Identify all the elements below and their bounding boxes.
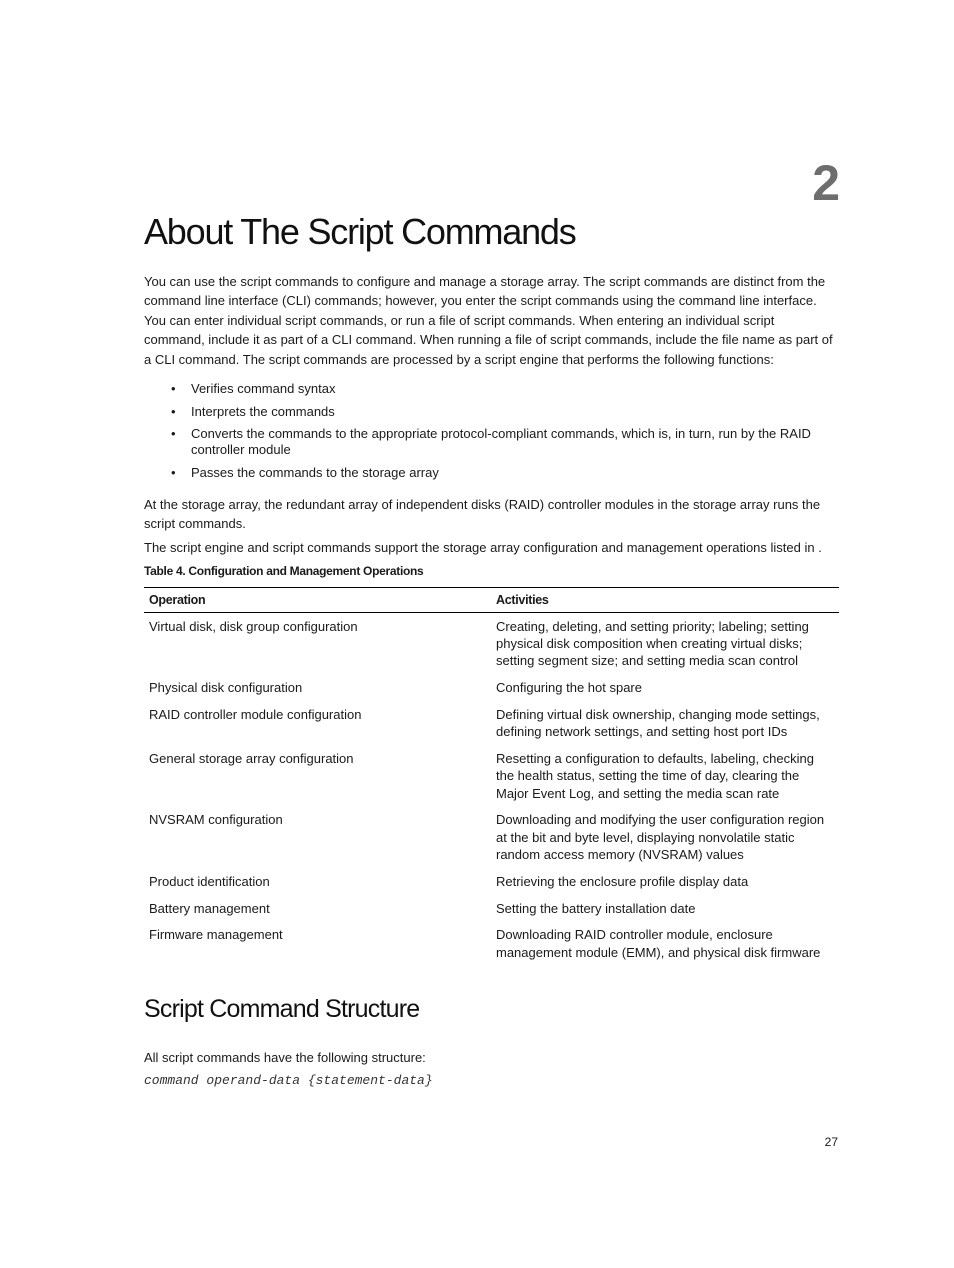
activities-cell: Retrieving the enclosure profile display data	[496, 873, 749, 889]
table-row	[144, 921, 839, 965]
list-item: • Interprets the commands	[191, 404, 838, 420]
table-row	[144, 868, 839, 895]
engine-paragraph: The script engine and script commands support the storage array configuration and management operations listed in .	[144, 540, 822, 556]
table-row	[144, 806, 839, 867]
table-row	[144, 701, 839, 745]
operation-cell: Physical disk configuration	[149, 680, 303, 696]
activities-cell: Defining virtual disk ownership, changing mode settings, defining network settings, and setting host port IDs	[496, 706, 820, 740]
table-row	[144, 745, 839, 806]
activities-cell: Setting the battery installation date	[496, 900, 696, 916]
table-row	[144, 612, 839, 674]
list-item: • Passes the commands to the storage array	[191, 465, 838, 481]
section-title: Script Command Structure	[144, 994, 420, 1023]
page-number: 27	[824, 1135, 838, 1149]
chapter-number: 2	[812, 155, 840, 211]
operation-cell: Virtual disk, disk group configuration	[149, 618, 358, 634]
operation-cell: Battery management	[149, 900, 270, 916]
column-header-operation: Operation	[144, 587, 491, 612]
activities-cell: Downloading and modifying the user configuration region at the bit and byte level, displaying nonvolatile static random access memory (NVSRAM) values	[496, 812, 825, 863]
table-header-row	[144, 587, 839, 612]
operations-table	[144, 587, 839, 966]
operation-cell: NVSRAM configuration	[149, 812, 283, 828]
table-caption: Table 4. Configuration and Management Operations	[144, 563, 424, 578]
operation-cell: RAID controller module configuration	[149, 706, 362, 722]
main-content	[144, 272, 838, 1090]
command-syntax: command operand-data {statement-data}	[144, 1072, 433, 1088]
function-list	[144, 381, 838, 481]
activities-cell: Downloading RAID controller module, enclosure management module (EMM), and physical disk firmware	[496, 927, 821, 960]
list-item: • Verifies command syntax	[191, 381, 838, 397]
list-item: • Converts the commands to the appropriate protocol-compliant commands, which is, in turn, run by the RAID controller module	[191, 426, 838, 458]
column-header-activities: Activities	[491, 587, 839, 612]
operation-cell: Product identification	[149, 873, 270, 889]
page-title: About The Script Commands	[144, 211, 576, 252]
operation-cell: Firmware management	[149, 927, 283, 943]
structure-paragraph: All script commands have the following structure:	[144, 1049, 426, 1065]
raid-paragraph: At the storage array, the redundant array of independent disks (RAID) controller modules in the storage array runs the script commands.	[144, 496, 821, 531]
activities-cell: Configuring the hot spare	[496, 680, 642, 696]
activities-cell: Creating, deleting, and setting priority; labeling; setting physical disk composition when creating virtual disks; setting segment size; and setting media scan control	[496, 618, 809, 669]
table-row	[144, 674, 839, 701]
table-row	[144, 895, 839, 922]
operation-cell: General storage array configuration	[149, 751, 354, 767]
activities-cell: Resetting a configuration to defaults, labeling, checking the health status, setting the time of day, clearing the Major Event Log, and setting the media scan rate	[496, 751, 814, 801]
intro-paragraph: You can use the script commands to configure and manage a storage array. The script commands are distinct from the command line interface (CLI) commands; however, you enter the script commands using the command line interface. You can enter individual script commands, or run a file of script commands. When entering an individual script command, include it as part of a CLI command. When running a file of script commands, include the file name as part of a CLI command. The script commands are processed by a script engine that performs the following functions:	[144, 274, 833, 367]
